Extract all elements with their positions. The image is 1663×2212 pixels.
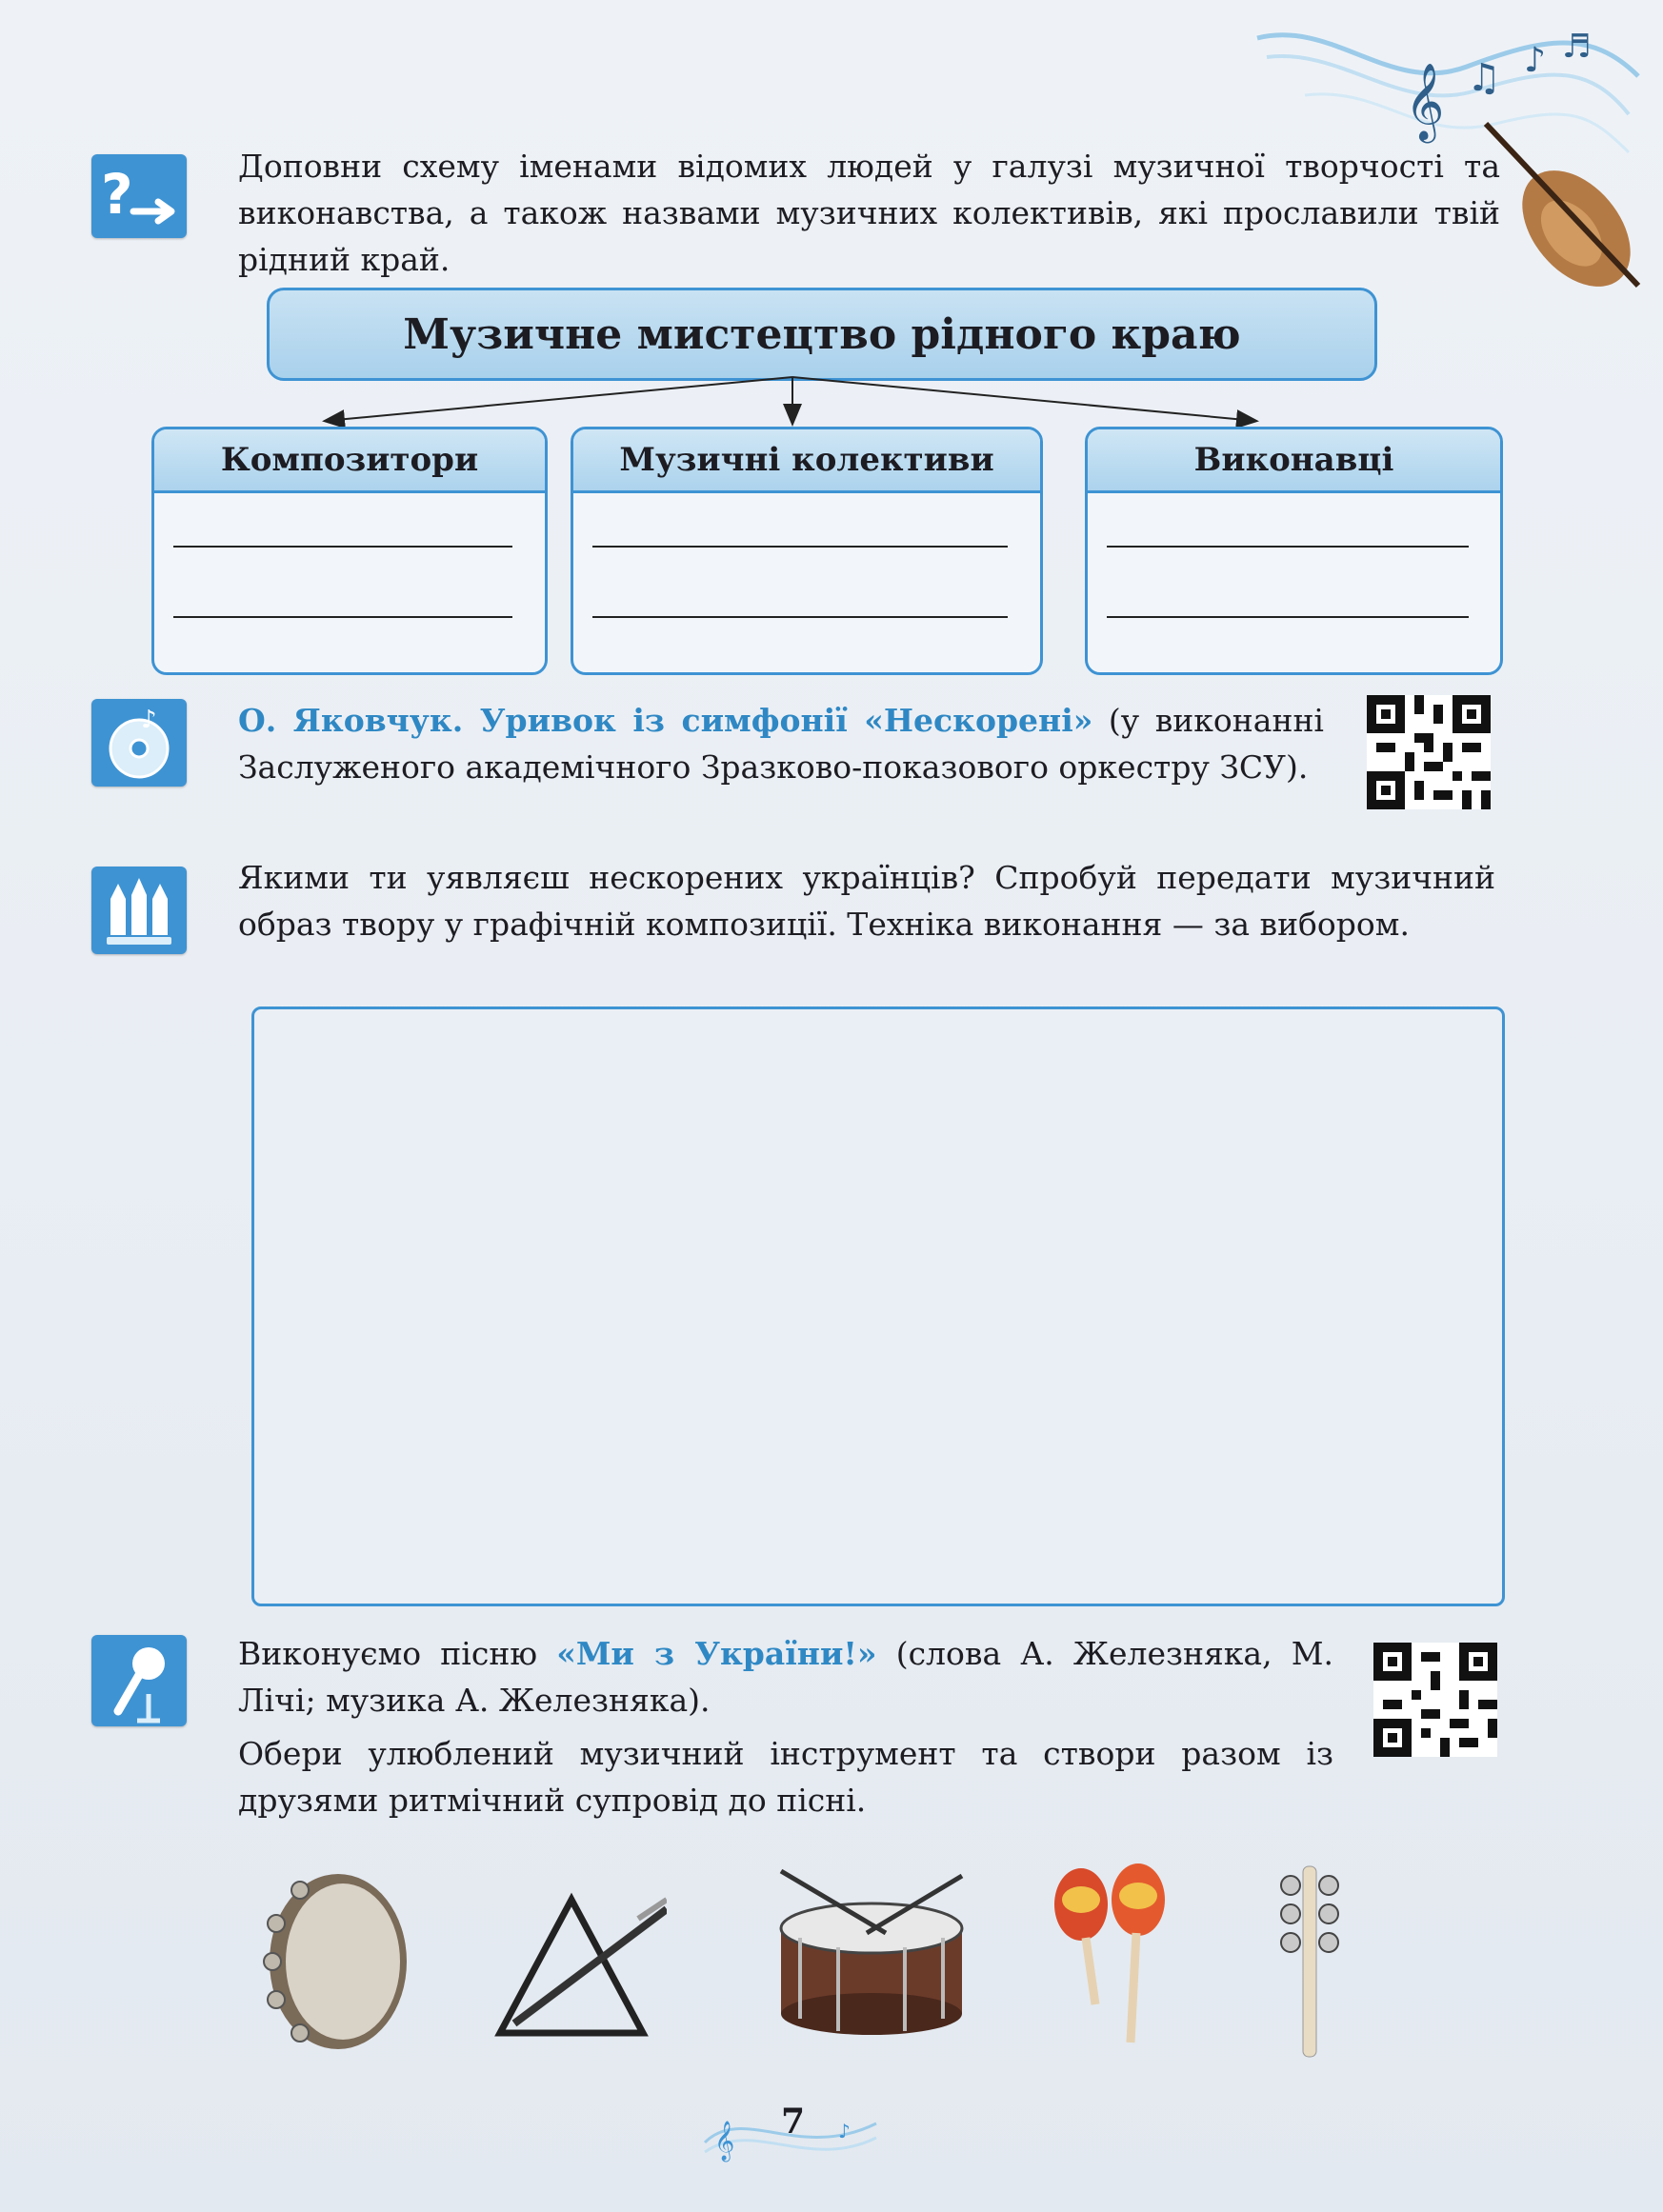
svg-text:♪: ♪ — [141, 706, 157, 734]
task1-text: Доповни схему іменами відомих людей у галузі музичної творчості та виконавства, а також назвами музичних колективів, які прославили твій рідний край. — [238, 148, 1500, 278]
svg-text:♫: ♫ — [1467, 56, 1501, 100]
jingle-stick-icon[interactable] — [1267, 1862, 1352, 2062]
triangle-icon[interactable] — [476, 1881, 667, 2052]
category-ensembles — [571, 427, 1043, 675]
tambourine-icon[interactable] — [257, 1866, 419, 2057]
svg-text:♬: ♬ — [1562, 28, 1592, 66]
song-credits: (слова А. Железняка, М. Лічі; музика А. Железняка). — [238, 1635, 1334, 1719]
answer-line[interactable] — [1107, 616, 1469, 618]
drawing-text: Якими ти уявляєш нескорених українців? Спробуй передати музичний образ твору у графічній композиції. Техніка виконання — за вибором. — [238, 859, 1495, 943]
answer-line[interactable] — [173, 546, 512, 548]
category-performers — [1085, 427, 1503, 675]
scheme-title: Музичне мистецтво рідного краю — [267, 288, 1377, 381]
scheme-arrows — [314, 373, 1286, 430]
answer-line[interactable] — [592, 546, 1008, 548]
brushes-icon — [91, 867, 187, 954]
qr-code-icon[interactable] — [1373, 1643, 1497, 1757]
listening-text — [238, 697, 1324, 790]
category-composers — [151, 427, 548, 675]
category-ensembles-label: Музичні колективи — [573, 429, 1040, 493]
listening-details: (у виконанні Заслуженого академічного Зразково-показового оркестру ЗСУ). — [238, 702, 1324, 786]
page-number: 7 — [781, 2102, 806, 2142]
svg-text:𝄞: 𝄞 — [714, 2122, 735, 2161]
category-composers-label: Композитори — [154, 429, 545, 493]
qr-code-icon[interactable] — [1367, 695, 1491, 809]
song-task: Обери улюблений музичний інструмент та створи разом із друзями ритмічний супровід до пісні. — [238, 1735, 1333, 1819]
answer-line[interactable] — [173, 616, 512, 618]
listening-title: О. Яковчук. Уривок із симфонії «Нескорені» — [238, 702, 1093, 739]
answer-line[interactable] — [1107, 546, 1469, 548]
maracas-icon[interactable] — [1043, 1862, 1176, 2052]
song-title: «Ми з України!» — [556, 1635, 877, 1672]
drum-icon[interactable] — [762, 1862, 981, 2043]
category-performers-label: Виконавці — [1088, 429, 1500, 493]
question-arrow-icon — [91, 154, 187, 238]
answer-line[interactable] — [592, 616, 1008, 618]
svg-text:♪: ♪ — [838, 2120, 851, 2142]
drawing-area[interactable] — [251, 1006, 1505, 1606]
svg-text:?: ? — [101, 162, 133, 227]
svg-text:♪: ♪ — [1524, 41, 1546, 80]
song-intro: Виконуємо пісню — [238, 1635, 557, 1672]
cd-music-icon — [91, 699, 187, 787]
song-text — [238, 1630, 1333, 1724]
svg-text:𝄞: 𝄞 — [1405, 62, 1445, 140]
microphone-icon — [91, 1635, 187, 1726]
